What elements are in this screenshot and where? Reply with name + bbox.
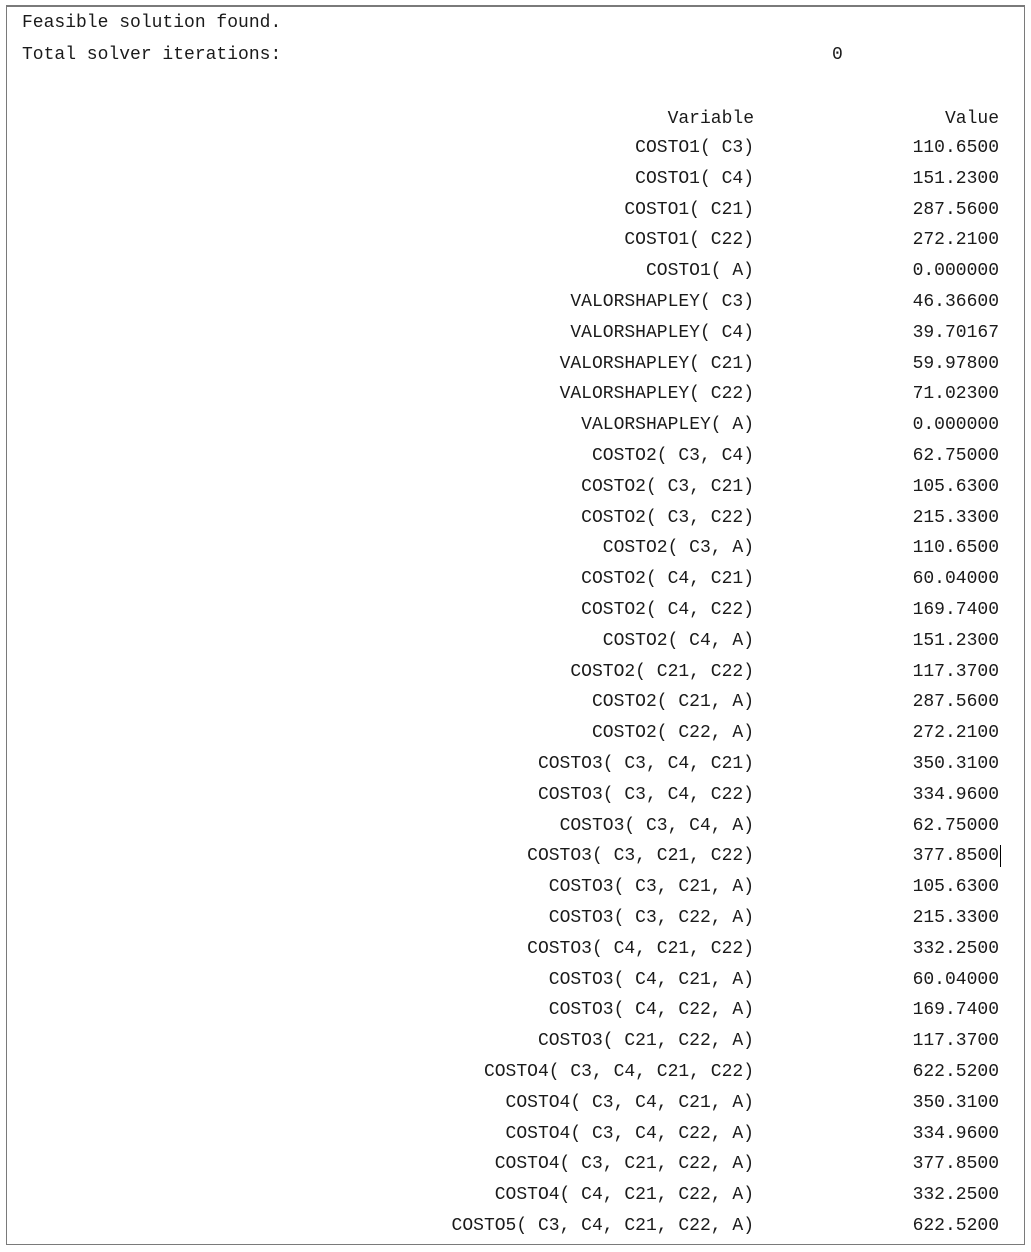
table-row-value: 110.6500 (912, 138, 999, 158)
table-row-variable: COSTO2( C22, A) (591, 723, 754, 743)
table-row-variable: COSTO2( C4, C22) (581, 600, 754, 620)
table-row-value: 169.7400 (912, 600, 999, 620)
table-row-value: 332.2500 (912, 1185, 999, 1205)
table-row-value: 60.04000 (912, 569, 999, 589)
iterations-value: 0 (832, 45, 843, 65)
table-row-variable: COSTO4( C3, C4, C21, A) (505, 1093, 754, 1113)
table-row-variable: COSTO3( C3, C21, C22) (527, 846, 754, 866)
table-row-variable: VALORSHAPLEY( C22) (559, 384, 754, 404)
table-row-value: 105.6300 (912, 477, 999, 497)
table-row-value: 334.9600 (912, 785, 999, 805)
table-row-variable: COSTO2( C3, C22) (581, 508, 754, 528)
table-row-variable: COSTO3( C3, C4, C22) (537, 785, 754, 805)
table-row-value: 117.3700 (912, 1031, 999, 1051)
table-row-value: 59.97800 (912, 354, 999, 374)
table-row-value: 377.8500 (912, 1154, 999, 1174)
table-row-variable: COSTO2( C3, C4) (591, 446, 754, 466)
table-row-value: 350.3100 (912, 1093, 999, 1113)
table-row-value: 272.2100 (912, 230, 999, 250)
table-row-variable: COSTO3( C3, C4, A) (559, 816, 754, 836)
table-row-value: 105.6300 (912, 877, 999, 897)
table-row-variable: COSTO2( C4, C21) (581, 569, 754, 589)
table-row-value: 287.5600 (912, 692, 999, 712)
text-cursor (1000, 845, 1001, 867)
table-row-variable: COSTO2( C21, A) (591, 692, 754, 712)
table-row-value: 62.75000 (912, 446, 999, 466)
table-row-variable: VALORSHAPLEY( A) (581, 415, 754, 435)
table-row-variable: COSTO5( C3, C4, C21, C22, A) (451, 1216, 754, 1236)
status-message: Feasible solution found. (22, 13, 282, 33)
table-row-value: 287.5600 (912, 200, 999, 220)
table-row-value: 332.2500 (912, 939, 999, 959)
table-row-variable: VALORSHAPLEY( C3) (570, 292, 754, 312)
table-row-variable: COSTO1( A) (645, 261, 754, 281)
table-row-variable: COSTO1( C21) (624, 200, 754, 220)
table-row-value: 350.3100 (912, 754, 999, 774)
table-row-variable: COSTO3( C3, C22, A) (548, 908, 754, 928)
table-row-variable: COSTO2( C4, A) (602, 631, 754, 651)
table-row-value: 39.70167 (912, 323, 999, 343)
variable-column-header: Variable (667, 109, 754, 129)
value-column-header: Value (944, 109, 999, 129)
table-row-value: 0.000000 (912, 415, 999, 435)
table-row-variable: COSTO3( C4, C22, A) (548, 1000, 754, 1020)
table-row-value: 334.9600 (912, 1124, 999, 1144)
table-row-value: 377.8500 (912, 846, 999, 866)
table-row-variable: COSTO4( C4, C21, C22, A) (494, 1185, 754, 1205)
table-row-value: 60.04000 (912, 970, 999, 990)
table-row-variable: COSTO3( C4, C21, A) (548, 970, 754, 990)
table-row-variable: VALORSHAPLEY( C4) (570, 323, 754, 343)
table-row-variable: COSTO4( C3, C4, C21, C22) (483, 1062, 754, 1082)
table-row-value: 0.000000 (912, 261, 999, 281)
table-row-value: 622.5200 (912, 1062, 999, 1082)
iterations-label: Total solver iterations: (22, 45, 282, 65)
table-row-value: 215.3300 (912, 508, 999, 528)
table-row-variable: COSTO3( C21, C22, A) (537, 1031, 754, 1051)
table-row-variable: COSTO4( C3, C4, C22, A) (505, 1124, 754, 1144)
table-row-variable: COSTO2( C3, A) (602, 538, 754, 558)
table-row-variable: COSTO1( C22) (624, 230, 754, 250)
table-row-variable: COSTO2( C21, C22) (570, 662, 754, 682)
table-row-value: 110.6500 (912, 538, 999, 558)
table-row-value: 46.36600 (912, 292, 999, 312)
table-row-value: 71.02300 (912, 384, 999, 404)
table-row-value: 272.2100 (912, 723, 999, 743)
table-row-variable: VALORSHAPLEY( C21) (559, 354, 754, 374)
table-row-variable: COSTO1( C4) (635, 169, 754, 189)
table-row-variable: COSTO4( C3, C21, C22, A) (494, 1154, 754, 1174)
table-row-variable: COSTO2( C3, C21) (581, 477, 754, 497)
table-row-value: 169.7400 (912, 1000, 999, 1020)
table-row-variable: COSTO3( C3, C4, C21) (537, 754, 754, 774)
table-row-value: 622.5200 (912, 1216, 999, 1236)
table-row-value: 117.3700 (912, 662, 999, 682)
table-row-value: 151.2300 (912, 169, 999, 189)
table-row-value: 151.2300 (912, 631, 999, 651)
table-row-value: 215.3300 (912, 908, 999, 928)
table-row-variable: COSTO3( C4, C21, C22) (527, 939, 754, 959)
table-row-value: 62.75000 (912, 816, 999, 836)
table-row-variable: COSTO1( C3) (635, 138, 754, 158)
table-row-variable: COSTO3( C3, C21, A) (548, 877, 754, 897)
